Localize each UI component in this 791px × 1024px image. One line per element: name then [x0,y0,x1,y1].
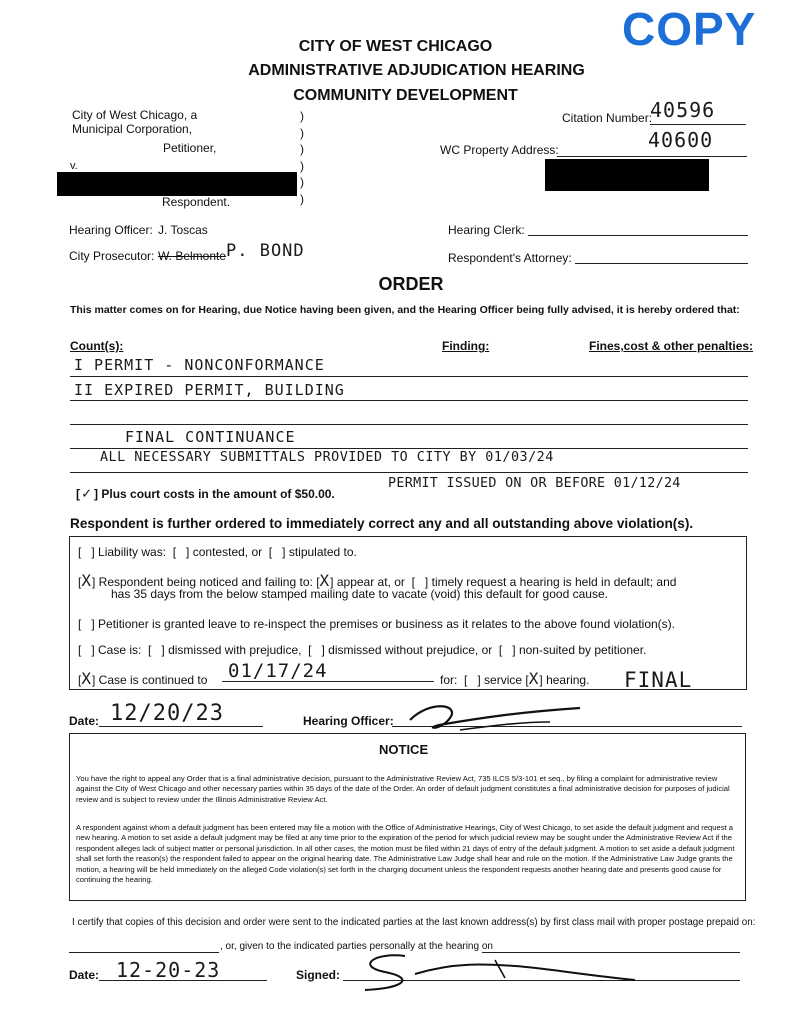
address-value: 40600 [648,128,714,152]
certify-mail-date-line [69,952,219,953]
hearing-checkbox[interactable]: [X] [525,669,543,688]
finding-header: Finding: [442,339,490,353]
hearing-clerk-line [528,235,748,236]
property-address-redaction [545,159,709,191]
noticed-line2: has 35 days from the below stamped mailing date to vacate (void) this default for good cause. [111,587,608,601]
appear-checkbox-mark: X [319,571,331,590]
noticed-label-c: timely request a hearing is held in default; and [431,575,677,589]
count-2-handwritten: II EXPIRED PERMIT, BUILDING [74,381,345,399]
certify-date-value: 12-20-23 [116,958,221,982]
fines-header: Fines,cost & other penalties: [589,339,754,353]
for-row [440,669,589,688]
continued-label: Case is continued to [98,673,208,687]
citation-label: Citation Number: [562,111,653,125]
copy-stamp: COPY [622,3,757,55]
continued-checkbox[interactable]: [X] [78,669,96,688]
respondent-name-redaction [57,172,297,196]
respondent-label: Respondent. [162,195,231,209]
nonsuited-label: non-suited by petitioner. [518,643,647,657]
signoff-date-line [99,726,263,727]
order-intro: This matter comes on for Hearing, due Notice having been given, and the Hearing Officer being fully advised, it is hereby ordered that: [70,304,740,316]
caption-brackets: ) ) ) ) ) ) [300,109,304,206]
noticed-checkbox[interactable]: [X] [78,571,96,590]
hearing-officer-label: Hearing Officer: [69,223,153,237]
reinspect-row [78,617,675,631]
header-department: COMMUNITY DEVELOPMENT [293,87,518,104]
count-line-3 [70,424,748,425]
certify-date-label: Date: [69,968,100,982]
dismissed-with-checkbox[interactable]: [ ] [144,643,165,657]
dismissed-without-checkbox[interactable]: [ ] [304,643,325,657]
respondent-attorney-label: Respondent's Attorney: [448,251,572,265]
header-adjudication: ADMINISTRATIVE ADJUDICATION HEARING [248,62,585,79]
stipulated-checkbox[interactable]: [ ] [265,545,286,559]
continued-checkbox-mark: X [81,669,92,688]
notice-title: NOTICE [379,742,429,757]
address-line [557,156,747,157]
notice-paragraph-2: A respondent against whom a default judgment has been entered may file a motion with the Office of Administrative Hearings, City of West Chicago, to set aside the default judgment and request a new hearing. A motion to set aside a default judgment may be filed at any time prior to the expiration of the period for which judicial review may be sought under the Administrative Review Act if the respondent alleges lack of subject matter or personal jurisdiction. In all other cases, the motion must be filed within 21 days of entry of the default judgment. A motion to set aside a default judgment shall set forth the reason(s) the respondent failed to appear on the original hearing date. The Administrative Law Judge shall hear and rule on the motion. If the Administrative Law Judge grants the motion, a hearing will be held immediately on the alleged Code violation(s) set forth in the charging document unless the respondent requests another hearing date and presents good cause for continuing the hearing. [76,823,735,885]
citation-value: 40596 [650,98,716,122]
noticed-label-a: Respondent being noticed and failing to: [98,575,313,589]
clerk-signature [345,944,675,994]
prosecutor-handwritten: P. BOND [226,241,305,261]
notice-paragraph-1: You have the right to appeal any Order that is a final administrative decision, pursuant to the Administrative Review Act, 735 ILCS 5/3-101 et seq., by filing a complaint for administrative review against the City of West Chicago and other necessary parties within 35 days of the date of the Order. An order of default judgment constitutes a final administrative decision for purposes of judicial review and is subject to review under the Illinois Administrative Review Act. [76,774,730,804]
costs-label: Plus court costs in the amount of $50.00. [101,487,335,501]
service-label: service [484,673,523,687]
certify-given-text: , or, given to the indicated parties personally at the hearing on [220,941,493,952]
count-line-2 [70,400,748,401]
dismissed-without-label: dismissed without prejudice, or [328,643,493,657]
respondent-attorney-line [575,263,748,264]
petitioner-line2: Municipal Corporation, [72,122,193,136]
signoff-date-value: 12/20/23 [110,701,224,726]
stipulated-label: stipulated to. [288,545,357,559]
petitioner-label: Petitioner, [163,141,217,155]
count-line-5 [70,472,748,473]
case-is-checkbox[interactable]: [ ] [78,643,95,657]
hearing-clerk-label: Hearing Clerk: [448,223,525,237]
service-checkbox[interactable]: [ ] [460,673,481,687]
nonsuited-checkbox[interactable]: [ ] [495,643,516,657]
noticed-checkbox-mark: X [81,571,92,590]
contested-checkbox[interactable]: [ ] [169,545,190,559]
address-label: WC Property Address: [440,143,559,157]
certify-text: I certify that copies of this decision and order were sent to the indicated parties at the last known address(s) by first class mail with proper postage prepaid on: [72,917,756,928]
appear-checkbox[interactable]: [X] [316,571,334,590]
submittals-note: ALL NECESSARY SUBMITTALS PROVIDED TO CITY BY 01/03/24 [100,450,554,465]
liability-checkbox[interactable]: [ ] [78,545,95,559]
prosecutor-label: City Prosecutor: [69,249,155,263]
noticed-label-b: appear at, or [336,575,405,589]
citation-line [650,124,746,125]
hearing-officer-value: J. Toscas [158,223,208,237]
hearing-officer-sign-label: Hearing Officer: [303,714,394,728]
counts-header: Count(s): [70,339,124,353]
continuance-note: FINAL CONTINUANCE [125,428,296,446]
timely-request-checkbox[interactable]: [ ] [408,575,429,589]
final-handwritten: FINAL [624,668,693,692]
permit-note: PERMIT ISSUED ON OR BEFORE 01/12/24 [388,476,681,491]
hearing-officer-signature [400,698,600,738]
costs-checkbox-mark[interactable]: ✓ [82,484,93,502]
hearing-checkbox-mark: X [528,669,540,688]
count-line-4 [70,448,748,449]
continued-row [78,669,207,688]
hearing-label: hearing. [546,673,590,687]
for-label: for: [440,673,458,687]
header-city: CITY OF WEST CHICAGO [298,38,493,55]
order-title: ORDER [378,274,444,294]
versus-label: v. [70,160,78,172]
liability-label: Liability was: [98,545,167,559]
prosecutor-struck: W. Belmonte [158,249,227,263]
signed-label: Signed: [296,968,340,982]
liability-row [78,545,357,559]
dismissed-with-label: dismissed with prejudice, [168,643,302,657]
reinspect-label: Petitioner is granted leave to re-inspect the premises or business as it relates to the above found violation(s). [98,617,675,631]
count-line-1 [70,376,748,377]
case-is-row [78,643,646,657]
signoff-date-label: Date: [69,714,100,728]
continued-date-value: 01/17/24 [228,660,328,682]
contested-label: contested, or [192,545,263,559]
count-1-handwritten: I PERMIT - NONCONFORMANCE [74,356,325,374]
further-ordered: Respondent is further ordered to immediately correct any and all outstanding above violation(s). [70,516,694,531]
petitioner-line1: City of West Chicago, a [72,108,198,122]
costs-row: [ ✓ ] Plus court costs in the amount of $50.00. [76,484,335,502]
case-is-label: Case is: [98,643,142,657]
reinspect-checkbox[interactable]: [ ] [78,617,95,631]
options-box [69,536,747,690]
